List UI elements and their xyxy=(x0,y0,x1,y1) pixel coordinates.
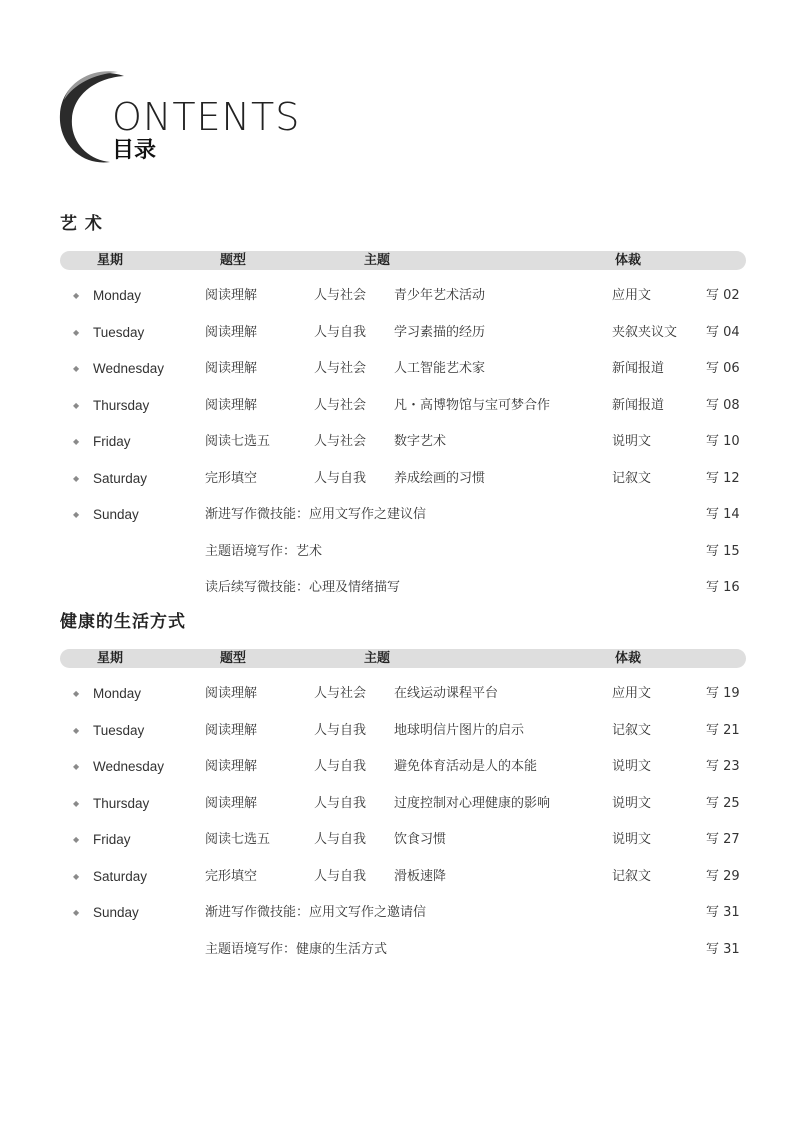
diamond-bullet-icon: ◆ xyxy=(73,364,80,373)
diamond-bullet-icon: ◆ xyxy=(73,908,80,917)
diamond-bullet-icon: ◆ xyxy=(73,327,80,337)
header-theme: 主题 xyxy=(364,253,391,268)
diamond-bullet-icon: ◆ xyxy=(73,510,80,519)
logo-word: ONTENTS xyxy=(112,95,301,139)
genre: 记叙文 xyxy=(612,868,652,884)
header-day: 星期 xyxy=(97,253,124,268)
weekday: Friday xyxy=(93,832,131,847)
question-type: 阅读七选五 xyxy=(205,434,271,449)
contents-row[interactable] xyxy=(0,432,806,452)
theme-category: 人与社会 xyxy=(314,686,367,701)
weekday: Tuesday xyxy=(93,722,145,738)
genre: 新闻报道 xyxy=(612,361,665,376)
contents-row[interactable] xyxy=(0,578,806,598)
theme-topic: 数字艺术 xyxy=(394,434,447,449)
section xyxy=(0,614,806,976)
genre: 记叙文 xyxy=(612,722,652,738)
theme-topic: 饮食习惯 xyxy=(394,832,447,847)
page-number: 写 27 xyxy=(706,832,740,847)
genre: 夹叙夹议文 xyxy=(612,324,678,340)
page-number: 写 29 xyxy=(706,868,740,884)
contents-row[interactable] xyxy=(0,794,806,814)
theme-topic: 青少年艺术活动 xyxy=(394,288,486,303)
theme-topic: 避免体育活动是人的本能 xyxy=(394,759,538,774)
diamond-bullet-icon: ◆ xyxy=(73,473,80,483)
genre: 说明文 xyxy=(612,434,652,449)
theme-category: 人与自我 xyxy=(314,795,367,811)
page-number: 写 14 xyxy=(706,507,740,522)
theme-category: 人与社会 xyxy=(314,434,367,449)
theme-topic: 在线运动课程平台 xyxy=(394,686,499,701)
question-type: 阅读七选五 xyxy=(205,832,271,847)
page-number: 写 31 xyxy=(706,905,740,920)
page-number: 写 04 xyxy=(706,324,740,340)
theme-category: 人与自我 xyxy=(314,868,367,884)
header-theme: 主题 xyxy=(364,651,391,666)
contents-row[interactable] xyxy=(0,396,806,416)
contents-logo xyxy=(58,70,308,170)
theme-category: 人与社会 xyxy=(314,288,367,303)
page-number: 写 16 xyxy=(706,580,740,595)
theme-topic: 凡・高博物馆与宝可梦合作 xyxy=(394,397,551,413)
theme-category: 人与社会 xyxy=(314,361,367,376)
contents-row[interactable] xyxy=(0,867,806,887)
question-type: 阅读理解 xyxy=(205,722,258,738)
contents-row[interactable] xyxy=(0,469,806,489)
genre: 说明文 xyxy=(612,795,652,811)
writing-item: 主题语境写作：艺术 xyxy=(205,543,323,559)
header-genre: 体裁 xyxy=(615,253,642,268)
weekday: Thursday xyxy=(93,397,150,413)
contents-row[interactable] xyxy=(0,757,806,777)
weekday: Monday xyxy=(93,686,142,701)
writing-item: 读后续写微技能：心理及情绪描写 xyxy=(205,580,401,595)
diamond-bullet-icon: ◆ xyxy=(73,798,80,808)
header-day: 星期 xyxy=(97,651,124,666)
page-number: 写 19 xyxy=(706,686,740,701)
diamond-bullet-icon: ◆ xyxy=(73,762,80,771)
section-title: 艺 术 xyxy=(60,214,103,234)
theme-category: 人与自我 xyxy=(314,470,367,486)
contents-row[interactable] xyxy=(0,721,806,741)
question-type: 阅读理解 xyxy=(205,324,258,340)
page-number: 写 06 xyxy=(706,361,740,376)
contents-row[interactable] xyxy=(0,542,806,562)
page-number: 写 23 xyxy=(706,759,740,774)
weekday: Saturday xyxy=(93,868,148,884)
table-header xyxy=(60,649,746,668)
diamond-bullet-icon: ◆ xyxy=(73,689,80,698)
section-title: 健康的生活方式 xyxy=(60,612,186,632)
genre: 应用文 xyxy=(612,288,652,303)
page-number: 写 15 xyxy=(706,543,740,559)
weekday: Monday xyxy=(93,288,142,303)
weekday: Wednesday xyxy=(93,361,165,376)
question-type: 阅读理解 xyxy=(205,397,258,413)
header-genre: 体裁 xyxy=(615,651,642,666)
weekday: Sunday xyxy=(93,905,139,920)
contents-row[interactable] xyxy=(0,286,806,306)
question-type: 阅读理解 xyxy=(205,795,258,811)
logo-subtitle: 目录 xyxy=(112,138,157,163)
page-number: 写 10 xyxy=(706,434,740,449)
theme-category: 人与社会 xyxy=(314,397,367,413)
diamond-bullet-icon: ◆ xyxy=(73,871,80,881)
table-header xyxy=(60,251,746,270)
question-type: 完形填空 xyxy=(205,868,258,884)
genre: 应用文 xyxy=(612,686,652,701)
weekday: Wednesday xyxy=(93,759,165,774)
diamond-bullet-icon: ◆ xyxy=(73,291,80,300)
question-type: 完形填空 xyxy=(205,470,258,486)
theme-category: 人与自我 xyxy=(314,722,367,738)
contents-row[interactable] xyxy=(0,505,806,525)
theme-topic: 过度控制对心理健康的影响 xyxy=(394,795,551,811)
genre: 记叙文 xyxy=(612,470,652,486)
weekday: Saturday xyxy=(93,470,148,486)
theme-topic: 养成绘画的习惯 xyxy=(394,470,486,486)
genre: 说明文 xyxy=(612,759,652,774)
theme-category: 人与自我 xyxy=(314,759,367,774)
diamond-bullet-icon: ◆ xyxy=(73,835,80,844)
weekday: Sunday xyxy=(93,507,139,522)
contents-row[interactable] xyxy=(0,684,806,704)
contents-row[interactable] xyxy=(0,940,806,960)
header-type: 题型 xyxy=(220,253,247,268)
page-number: 写 02 xyxy=(706,288,740,303)
section xyxy=(0,216,806,615)
weekday: Tuesday xyxy=(93,324,145,340)
theme-category: 人与自我 xyxy=(314,324,367,340)
question-type: 阅读理解 xyxy=(205,686,258,701)
contents-row[interactable] xyxy=(0,359,806,379)
contents-row[interactable] xyxy=(0,830,806,850)
page-number: 写 21 xyxy=(706,722,740,738)
theme-topic: 人工智能艺术家 xyxy=(394,361,486,376)
diamond-bullet-icon: ◆ xyxy=(73,437,80,446)
writing-item: 渐进写作微技能：应用文写作之建议信 xyxy=(205,507,427,522)
question-type: 阅读理解 xyxy=(205,361,258,376)
question-type: 阅读理解 xyxy=(205,759,258,774)
contents-row[interactable] xyxy=(0,323,806,343)
genre: 新闻报道 xyxy=(612,397,665,413)
writing-item: 渐进写作微技能：应用文写作之邀请信 xyxy=(205,905,427,920)
page-number: 写 25 xyxy=(706,795,740,811)
question-type: 阅读理解 xyxy=(205,288,258,303)
diamond-bullet-icon: ◆ xyxy=(73,725,80,735)
page-number: 写 08 xyxy=(706,397,740,413)
page-number: 写 12 xyxy=(706,470,740,486)
weekday: Thursday xyxy=(93,795,150,811)
contents-row[interactable] xyxy=(0,903,806,923)
genre: 说明文 xyxy=(612,832,652,847)
theme-topic: 滑板速降 xyxy=(394,868,447,884)
theme-category: 人与自我 xyxy=(314,832,367,847)
theme-topic: 学习素描的经历 xyxy=(394,324,486,340)
weekday: Friday xyxy=(93,434,131,449)
writing-item: 主题语境写作：健康的生活方式 xyxy=(205,941,388,957)
theme-topic: 地球明信片图片的启示 xyxy=(394,722,525,738)
diamond-bullet-icon: ◆ xyxy=(73,400,80,410)
page-number: 写 31 xyxy=(706,941,740,957)
header-type: 题型 xyxy=(220,651,247,666)
